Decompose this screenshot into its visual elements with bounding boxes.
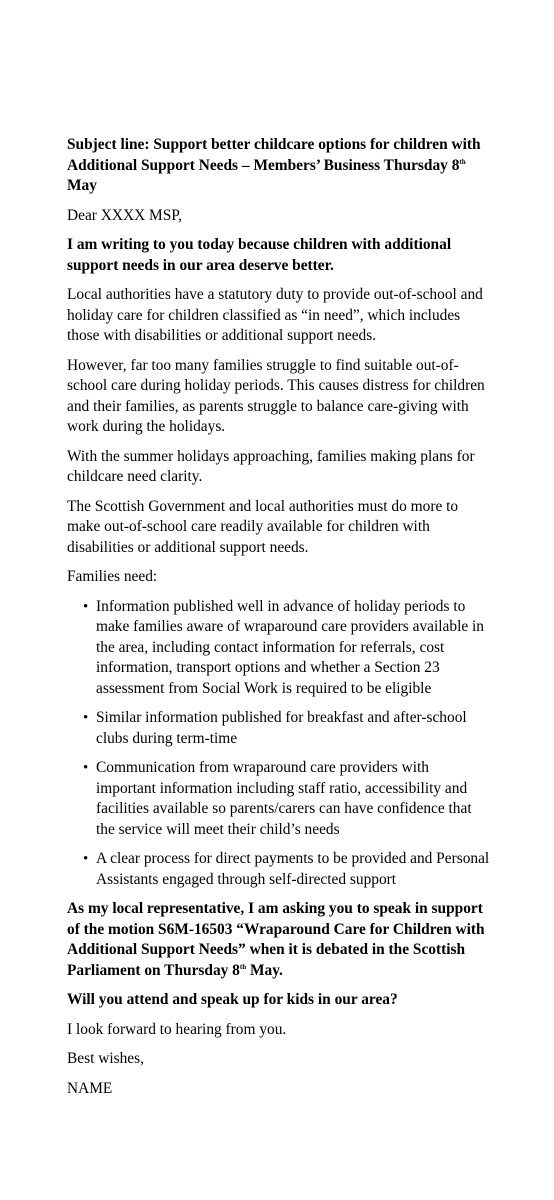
subject-text: Subject line: Support better childcare options for children with Additional Support Needs – Members’ Business Thursday 8 <box>67 136 481 174</box>
attendance-question: Will you attend and speak up for kids in our area? <box>67 991 398 1008</box>
list-item-text: Communication from wraparound care providers with important information including staff ratio, accessibility and facilities available so parents/carers can have confidence that the service will meet their child’s needs <box>96 759 472 838</box>
paragraph-families-struggle: However, far too many families struggle to find suitable out-of-school care during holiday periods. This causes distress for children and their families, as parents struggle to balance care-giving with work during the holidays. <box>67 356 485 435</box>
list-item <box>67 849 492 890</box>
bullet-icon: • <box>83 851 89 867</box>
motion-request-text: As my local representative, I am asking you to speak in support of the motion S6M-16503 “Wraparound Care for Children with Additional Support Needs” when it is debated in the Scottish Parliament on Thursday 8 <box>67 900 485 979</box>
bullet-icon: • <box>83 760 89 776</box>
motion-request-text-end: May. <box>246 961 283 979</box>
list-item <box>67 708 492 749</box>
paragraph-government-action: The Scottish Government and local authorities must do more to make out-of-school care readily available for children with disabilities or additional support needs. <box>67 497 459 556</box>
bullet-icon: • <box>83 710 89 726</box>
paragraph-summer-holidays: With the summer holidays approaching, families making plans for childcare need clarity. <box>67 447 475 485</box>
list-item-text: A clear process for direct payments to be provided and Personal Assistants engaged through self-directed support <box>96 850 490 888</box>
paragraph-statutory-duty: Local authorities have a statutory duty to provide out-of-school and holiday care for children classified as “in need”, which includes those with disabilities or additional support needs. <box>67 286 483 344</box>
sign-off: Best wishes, <box>67 1050 144 1067</box>
list-item-text: Information published well in advance of holiday periods to make families aware of wraparound care providers available in the area, including contact information for referrals, cost information, transport options and whether a Section 23 assessment from Social Work is required to be eligible <box>96 597 485 697</box>
list-item <box>67 597 492 700</box>
subject-line <box>67 135 492 197</box>
motion-request-ordinal: th <box>239 962 247 971</box>
subject-ordinal: th <box>459 157 466 166</box>
list-item-text: Similar information published for breakfast and after-school clubs during term-time <box>96 709 467 747</box>
bullet-icon: • <box>83 598 89 615</box>
intro-statement: I am writing to you today because children with additional support needs in our area deserve better. <box>67 236 452 274</box>
list-item <box>67 758 492 840</box>
motion-request <box>67 899 492 981</box>
salutation: Dear XXXX MSP, <box>67 206 183 224</box>
needs-list <box>67 597 492 891</box>
subject-text-end: May <box>67 177 97 194</box>
paragraph-families-need: Families need: <box>67 568 158 585</box>
signature-name: NAME <box>67 1079 113 1097</box>
letter-body <box>67 135 492 1108</box>
closing-line: I look forward to hearing from you. <box>67 1020 287 1038</box>
